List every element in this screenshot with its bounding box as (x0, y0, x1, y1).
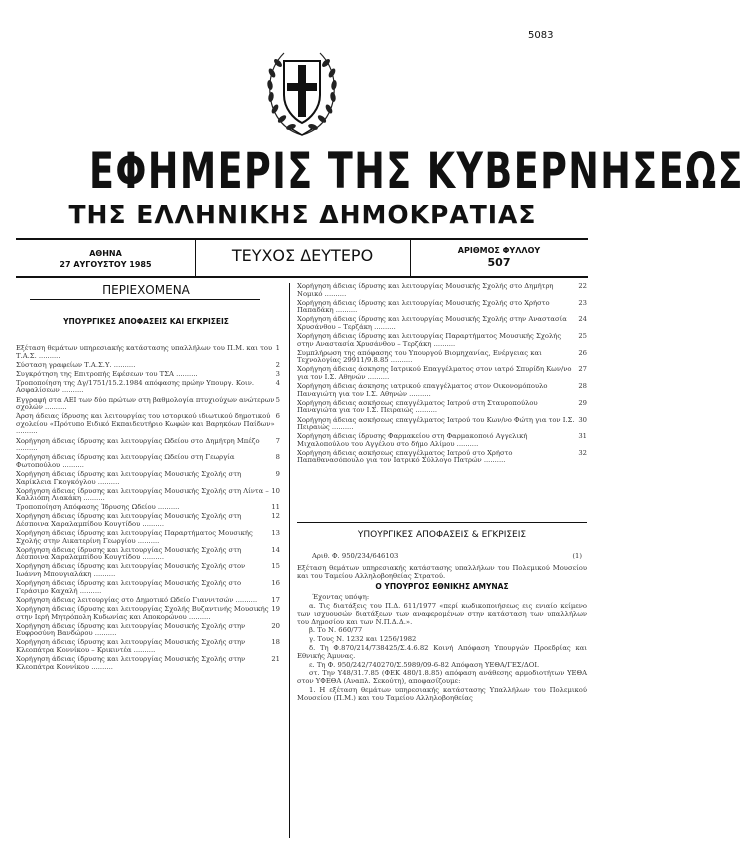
contents-entry-page: 19 (271, 604, 280, 613)
contents-entry-page: 2 (275, 360, 280, 369)
contents-entry (297, 433, 587, 448)
contents-entry-text: Εγγραφή στα ΑΕΙ των δύο πρώτων στη βαθμολογία πτυχιούχων ανώτερων σχολών .......... (16, 395, 275, 412)
contents-entry-page: 23 (578, 298, 587, 307)
article-paragraph: δ. Τη Φ.870/214/738425/Σ.4.6.82 Κοινή Απόφαση Υπουργών Προεδρίας και Εθνικής Άμυνας. (297, 643, 587, 660)
contents-entry (16, 547, 280, 562)
contents-entry (297, 316, 587, 331)
article-ref-number: Αριθ. Φ. 950/234/646103 (312, 552, 399, 560)
page-number: 5083 (528, 30, 554, 41)
contents-list-right (297, 283, 587, 467)
contents-entry (16, 454, 280, 469)
article-paragraph: γ. Τους Ν. 1232 και 1256/1982 (309, 635, 417, 644)
contents-entry-text: Χορήγηση άδειας ίδρυσης και λειτουργίας Μουσικής Σχολής στην Ευφροσύνη Βανδώρου .......... (16, 621, 246, 638)
contents-entry (16, 413, 280, 436)
contents-entry-page: 14 (271, 545, 280, 554)
article-paragraph: β. Το Ν. 660/77 (309, 626, 363, 635)
contents-entry (297, 300, 587, 315)
contents-title: ΠΕΡΙΕΧΟΜΕΝΑ (102, 283, 190, 297)
contents-entry (16, 471, 280, 486)
article-ref-index: (1) (572, 552, 582, 560)
contents-entry-text: Τροποποίηση της Δγ/1751/15.2.1984 απόφασης πρώην Υπουργ. Κοιν. Ασφαλίσεων .......... (16, 378, 254, 395)
contents-entry-text: Χορήγηση άδειας ίδρυσης και λειτουργίας Μουσικής Σχολής στο Δημήτρη Νομικό .......... (297, 282, 554, 298)
contents-entry (16, 656, 280, 671)
article-body (297, 603, 587, 704)
contents-entry (16, 380, 280, 395)
contents-entry-text: Χορήγηση άδειας ίδρυσης και λειτουργίας Μουσικής Σχολής στην Κλεοπάτρα Κοννίκου .......... (16, 654, 246, 671)
contents-entry-text: Χορήγηση άδειας ίδρυσης και λειτουργίας Μουσικής Σχολής στο Χρήστο Παπαδάκη .......... (297, 298, 550, 315)
contents-entry-page: 24 (578, 315, 587, 324)
contents-entry-text: Χορήγηση άδειας ασκήσεως επαγγέλματος Ιατρού του Κων/νο Φώτη για τον Ι.Σ. Πειραιώς .......... (297, 415, 575, 432)
contents-entry-page: 1 (275, 344, 280, 352)
contents-entry (16, 371, 280, 379)
contents-entry (16, 597, 280, 605)
contents-entry-page: 6 (275, 412, 280, 421)
contents-entry-page: 3 (275, 369, 280, 378)
contents-entry (16, 623, 280, 638)
article-paragraph: 1. Η εξέταση θεμάτων υπηρεσιακής κατάστασης Υπαλλήλων του Πολεμικού Μουσείου (Π.Μ.) και του Ταμείου Αλληλοβοηθείας (297, 685, 587, 702)
contents-entry-text: Συγκρότηση της Επιτροπής Εφέσεων του ΤΣΑ .......... (16, 369, 198, 378)
contents-entry-page: 4 (275, 378, 280, 387)
contents-entry-page: 5 (275, 395, 280, 404)
article-top-rule (297, 522, 587, 523)
contents-entry (297, 400, 587, 415)
article-subject: Εξέταση θεμάτων υπηρεσιακής κατάστασης υπαλλήλων του Πολεμικού Μουσείου και του Ταμείου Αλληλοβοηθείας Στρατού. (297, 564, 587, 580)
contents-entry-page: 12 (271, 512, 280, 521)
contents-entry-text: Χορήγηση άδειας άσκησης ιατρικού επαγγέλματος στον Οικονομόπουλο Παναγιώτη για τον Ι.Σ. Αθηνών .......... (297, 382, 548, 398)
contents-entry (297, 283, 587, 298)
contents-entry-page: 7 (275, 436, 280, 445)
contents-entry-page: 15 (271, 562, 280, 571)
contents-entry-page: 31 (578, 432, 587, 441)
contents-entry-text: Χορήγηση άδειας ίδρυσης και λειτουργίας Μουσικής Σχολής στον Ιωάννη Μπουγιαλάκη .......... (16, 562, 246, 579)
contents-entry (297, 366, 587, 381)
contents-entry (16, 488, 280, 503)
contents-entry-page: 13 (271, 529, 280, 538)
contents-entry-page: 8 (275, 453, 280, 462)
contents-entry-text: Χορήγηση άδειας λειτουργίας στο Δημοτικό Ωδείο Γιαννιτσών .......... (16, 595, 258, 604)
contents-entry-text: Χορήγηση άδειας ίδρυσης και λειτουργίας Μουσικής Σχολής στο Γεράσιμο Καχαλή .......... (16, 579, 242, 595)
contents-entry-text: Χορήγηση άδειας ίδρυσης και λειτουργίας Μουσικής Σχολής στη Δέσποινα Χαραλαμπίδου Κουγτίδου .......... (16, 545, 242, 562)
contents-entry-page: 30 (578, 415, 587, 424)
contents-entry-page: 25 (578, 332, 587, 341)
contents-entry-text: Χορήγηση άδειας ίδρυσης Φαρμακείου στη Φαρμακοποιό Αγγελική Μιχαλοπούλου του Αγγέλου στο δήμο Αλίμου .......... (297, 432, 528, 448)
contents-entry-page: 22 (578, 282, 587, 290)
contents-entry (16, 563, 280, 578)
contents-entry-page: 32 (578, 448, 587, 457)
contents-entry-page: 10 (271, 486, 280, 495)
contents-entry-text: Χορήγηση άδειας ίδρυσης και λειτουργίας Ωδείου στη Γεωργία Φωτοπούλου .......... (16, 453, 235, 469)
contents-entry-text: Χορήγηση άδειας ίδρυσης και λειτουργίας Μουσικής Σχολής στην Αναστασία Χρυσάνθου – Τερζάκη .......... (297, 315, 567, 331)
contents-title-rule (30, 299, 260, 300)
gazette-title: ΕΦΗΜΕΡΙΣ ΤΗΣ ΚΥΒΕΡΝΗΣΕΩΣ (88, 142, 744, 200)
contents-entry-text: Χορήγηση άδειας άσκησης Ιατρικού Επαγγέλματος στον ιατρό Σπυρίδη Κων/νο για τον Ι.Σ. Αθηνών .......... (297, 365, 572, 382)
contents-entry-page: 9 (275, 469, 280, 478)
contents-entry-text: Χορήγηση άδειας ίδρυσης και λειτουργίας Παραρτήματος Μουσικής Σχολής στην Αναστασία Χρυσάνθου – Τερζάκη .......... (297, 332, 562, 348)
contents-entry (16, 438, 280, 453)
contents-entry-text: Χορήγηση άδειας ίδρυσης και λειτουργίας Μουσικής Σχολής στη Χαρίκλεια Γκογκόγλου .......... (16, 469, 242, 486)
contents-entry-page: 28 (578, 382, 587, 391)
contents-entry (297, 383, 587, 398)
contents-entry-text: Χορήγηση άδειας ίδρυσης και λειτουργίας Μουσικής Σχολής στη Δέσποινα Χαραλαμπίδου Κουγτίδου .......... (16, 512, 242, 528)
contents-entry-text: Σύσταση γραφείων Τ.Α.Σ.Υ. .......... (16, 360, 136, 369)
column-divider (289, 283, 290, 838)
contents-entry (16, 362, 280, 370)
contents-entry-page: 29 (578, 398, 587, 407)
contents-entry (16, 513, 280, 528)
coat-of-arms-emblem (262, 43, 342, 139)
contents-entry (16, 345, 280, 360)
contents-entry (16, 504, 280, 512)
article-paragraph: στ. Την Υ48/31.7.85 (ΦΕΚ 480/1.8.85) απόφαση ανάθεσης αρμοδιοτήτων ΥΕΘΑ στον ΥΦΕΘΑ (Αναπλ. Σεκούτη), αποφασίζουμε: (297, 669, 587, 686)
contents-entry-page: 26 (578, 348, 587, 357)
article-authority: Ο ΥΠΟΥΡΓΟΣ ΕΘΝΙΚΗΣ ΑΜΥΝΑΣ (375, 582, 509, 591)
issue-city: ΑΘΗΝΑ (89, 249, 122, 258)
contents-entry-page: 16 (271, 579, 280, 588)
contents-entry (297, 417, 587, 432)
contents-entry (16, 397, 280, 412)
contents-entry (297, 450, 587, 465)
contents-entry-page: 18 (271, 638, 280, 647)
contents-entry-page: 17 (271, 595, 280, 604)
sheet-number: 507 (487, 256, 511, 269)
contents-list-left (16, 345, 280, 673)
issue-type: ΤΕΥΧΟΣ ΔΕΥΤΕΡΟ (231, 246, 374, 265)
contents-entry-text: Άρση άδειας ίδρυσης και λειτουργίας του ιστορικού ιδιωτικού δημοτικού σχολείου «Πρότυπο Ειδικό Εκπαιδευτήριο Κωφών και Βαρηκόων Παίδων» .......... (16, 412, 275, 436)
contents-entry-text: Χορήγηση άδειας ίδρυσης και λειτουργίας Μουσικής Σχολής στην Κλεοπάτρα Κοννίκου – Κρικιντέα .......... (16, 638, 246, 654)
contents-entry (297, 350, 587, 365)
contents-entry-text: Χορήγηση άδειας ίδρυσης και λειτουργίας Σχολής Βυζαντινής Μουσικής στην Ιερή Μητρόπολη Κυδωνίας και Αποκορώνου .......... (16, 604, 269, 621)
contents-entry (16, 606, 280, 621)
contents-entry-page: 11 (271, 503, 280, 512)
header-top-rule (16, 238, 588, 240)
contents-entry-page: 27 (578, 365, 587, 374)
contents-entry (16, 580, 280, 595)
article-section-heading: ΥΠΟΥΡΓΙΚΕΣ ΑΠΟΦΑΣΕΙΣ & ΕΓΚΡΙΣΕΙΣ (357, 530, 527, 540)
contents-entry-text: Χορήγηση άδειας ίδρυσης και λειτουργίας Μουσικής Σχολής στη Λίντα – Καλλιόπη Λιακάκη .......... (16, 486, 269, 503)
contents-entry-page: 21 (271, 654, 280, 663)
contents-entry-text: Χορήγηση άδειας ασκήσεως επαγγέλματος Ιατρού στο Χρήστο Παπαθανασόπουλο για τον Ιατρικό Σύλλογο Πατρών .......... (297, 448, 513, 465)
contents-entry (16, 639, 280, 654)
contents-entry (16, 530, 280, 545)
contents-entry-text: Εξέταση θεμάτων υπηρεσιακής κατάστασης υπαλλήλων του Π.Μ. και του Τ.Α.Σ. .......... (16, 344, 273, 360)
gazette-subtitle: ΤΗΣ ΕΛΛΗΝΙΚΗΣ ΔΗΜΟΚΡΑΤΙΑΣ (68, 200, 537, 229)
issue-date: 27 ΑΥΓΟΥΣΤΟΥ 1985 (59, 260, 152, 269)
contents-entry-text: Τροποποίηση Απόφασης Ίδρυσης Ωδείου .......... (16, 503, 180, 512)
article-having-regard: Έχοντας υπόψη: (312, 593, 370, 601)
contents-entry-text: Χορήγηση άδειας ίδρυσης και λειτουργίας Ωδείου στο Δημήτρη Μπέζο .......... (16, 436, 260, 453)
contents-entry (297, 333, 587, 348)
contents-section-heading: ΥΠΟΥΡΓΙΚΕΣ ΑΠΟΦΑΣΕΙΣ ΚΑΙ ΕΓΚΡΙΣΕΙΣ (63, 317, 229, 326)
sheet-number-label: ΑΡΙΘΜΟΣ ΦΥΛΛΟΥ (457, 246, 541, 255)
contents-entry-text: Χορήγηση άδειας ασκήσεως επαγγέλματος Ιατρού στη Σταυροπούλου Παναγιώτα για τον Ι.Σ. Πειραιώς .......... (297, 398, 538, 415)
contents-entry-page: 20 (271, 621, 280, 630)
article-paragraph: ε. Τη Φ. 950/242/740270/Σ.5989/09-6-82 Απόφαση ΥΕΘΑ/ΓΕΣ/ΔΟΙ. (309, 660, 540, 669)
article-reference (312, 553, 582, 561)
contents-entry-text: Συμπλήρωση της απόφασης του Υπουργού Βιομηχανίας, Ενέργειας και Τεχνολογίας 29911/9.8.85 .......... (297, 348, 542, 365)
header-bottom-rule (16, 276, 588, 278)
article-paragraph: α. Τις διατάξεις του Π.Δ. 611/1977 «περί κωδικοποιήσεως εις ενιαίο κείμενο των ισχυουσών διατάξεων των αναφερομένων στην κατάσταση των υπαλλήλων του Δημοσίου και των Ν.Π.Δ.Δ.». (297, 602, 587, 626)
contents-entry-text: Χορήγηση άδειας ίδρυσης και λειτουργίας Παραρτήματος Μουσικής Σχολής στην Αικατερίνη Γεωργίου .......... (16, 529, 253, 545)
